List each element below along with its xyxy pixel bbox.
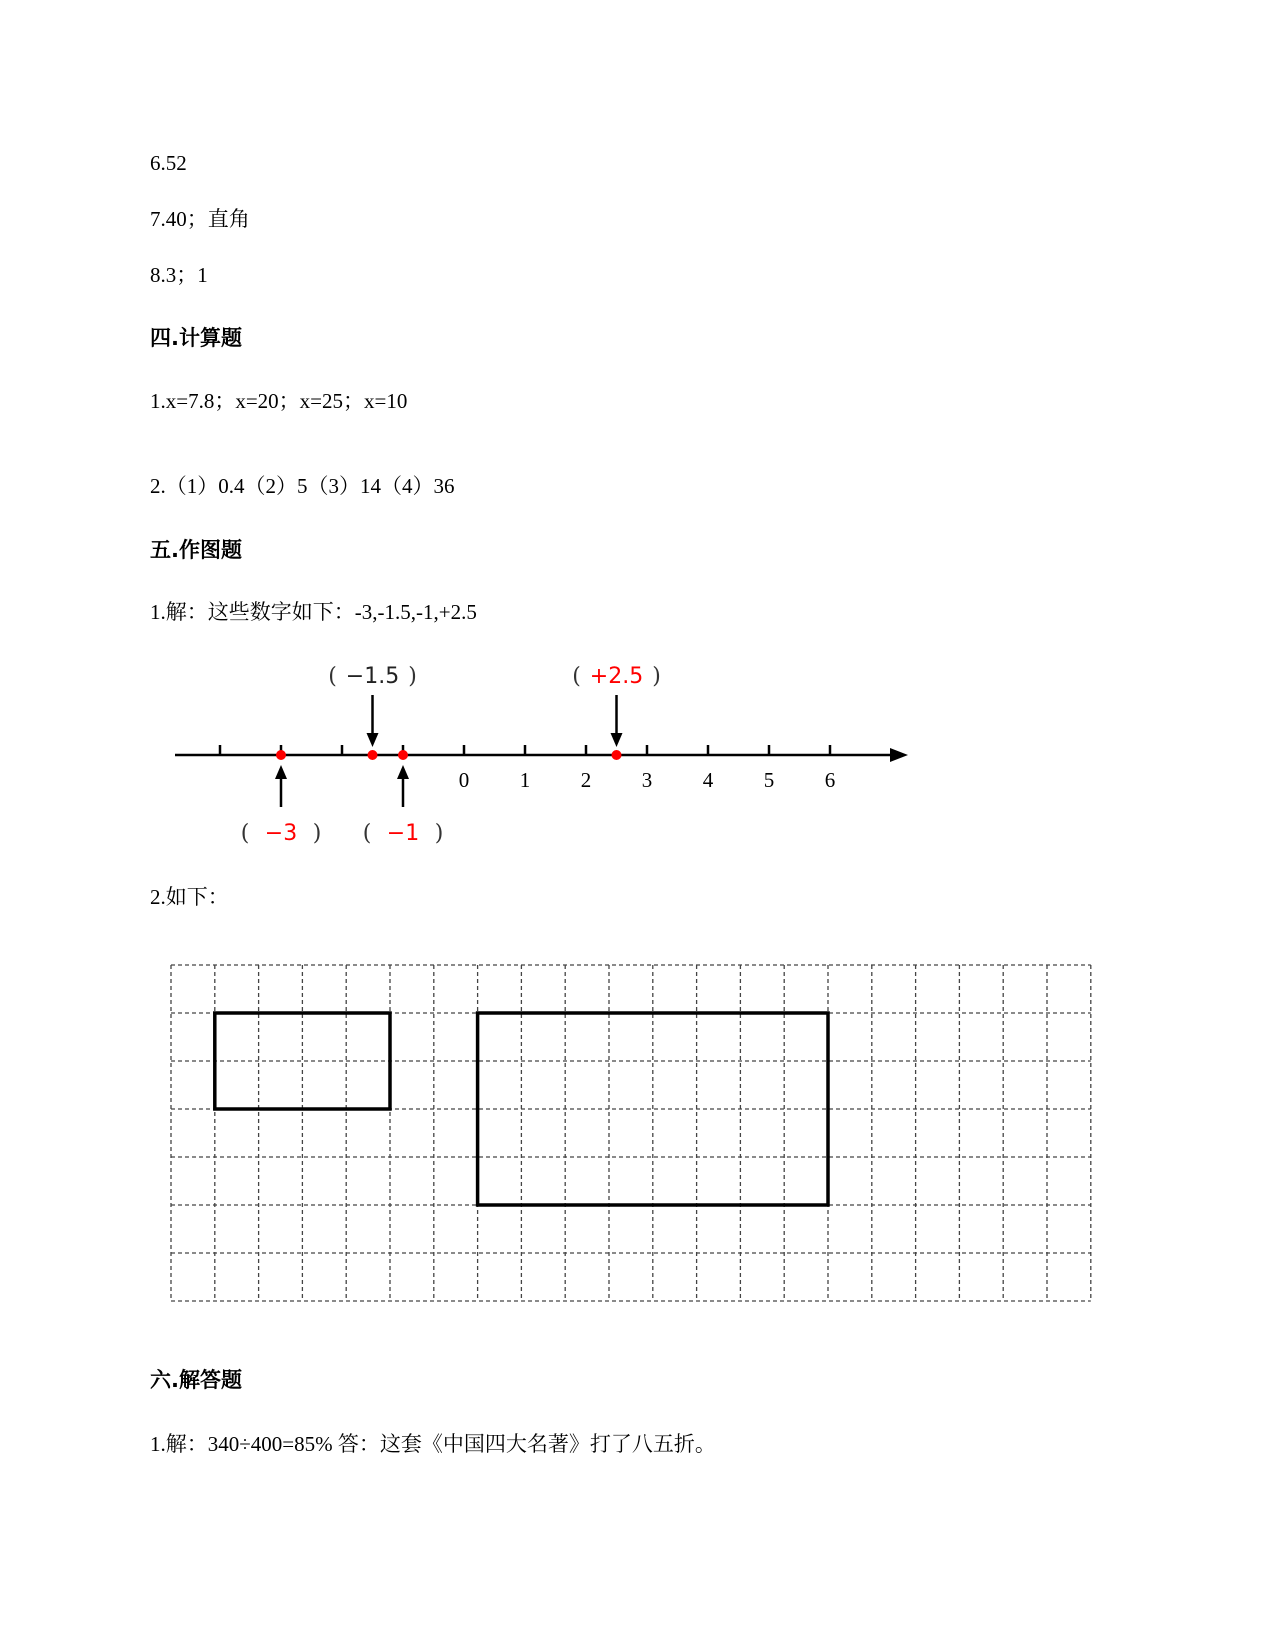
- label-close-paren: ): [408, 664, 417, 689]
- label-close-paren: ): [652, 664, 661, 689]
- label-open-paren: (: [572, 664, 581, 689]
- tick-label: 3: [641, 768, 653, 792]
- label-close-paren: ): [312, 821, 322, 846]
- label-open-paren: (: [240, 821, 250, 846]
- tick-label: 2: [580, 768, 592, 792]
- number-line-point: [398, 750, 408, 760]
- point-label: −1: [386, 821, 420, 846]
- tick-label: 5: [763, 768, 775, 792]
- label-open-paren: (: [328, 664, 337, 689]
- tick-label: 4: [702, 768, 714, 792]
- number-line-point: [368, 750, 378, 760]
- number-line-point: [276, 750, 286, 760]
- down-arrow-head: [611, 733, 623, 747]
- calc-answer-2: 2.（1）0.4（2）5（3）14（4）36: [150, 474, 455, 498]
- number-line-point: [612, 750, 622, 760]
- answer-line-6: 6.52: [150, 151, 187, 175]
- label-open-paren: (: [362, 821, 372, 846]
- number-line-arrowhead: [890, 748, 908, 762]
- solution-answer-1: 1.解：340÷400=85% 答：这套《中国四大名著》打了八五折。: [150, 1432, 716, 1456]
- heading-drawing: 五.作图题: [150, 538, 242, 562]
- draw-answer-1: 1.解：这些数字如下：-3,-1.5,-1,+2.5: [150, 600, 477, 624]
- down-arrow-head: [367, 733, 379, 747]
- calc-answer-1: 1.x=7.8；x=20；x=25；x=10: [150, 389, 408, 413]
- tick-label: 1: [519, 768, 531, 792]
- heading-calculation: 四.计算题: [150, 326, 242, 350]
- up-arrow-head: [397, 765, 409, 779]
- tick-label: 0: [458, 768, 470, 792]
- label-close-paren: ): [434, 821, 444, 846]
- tick-label: 6: [824, 768, 836, 792]
- point-label: −1.5: [345, 664, 400, 689]
- answer-line-8: 8.3；1: [150, 263, 208, 287]
- point-label: +2.5: [589, 664, 644, 689]
- answer-line-7: 7.40；直角: [150, 207, 250, 231]
- point-label: −3: [264, 821, 298, 846]
- draw-answer-2: 2.如下：: [150, 885, 229, 909]
- up-arrow-head: [275, 765, 287, 779]
- heading-answer: 六.解答题: [150, 1368, 242, 1392]
